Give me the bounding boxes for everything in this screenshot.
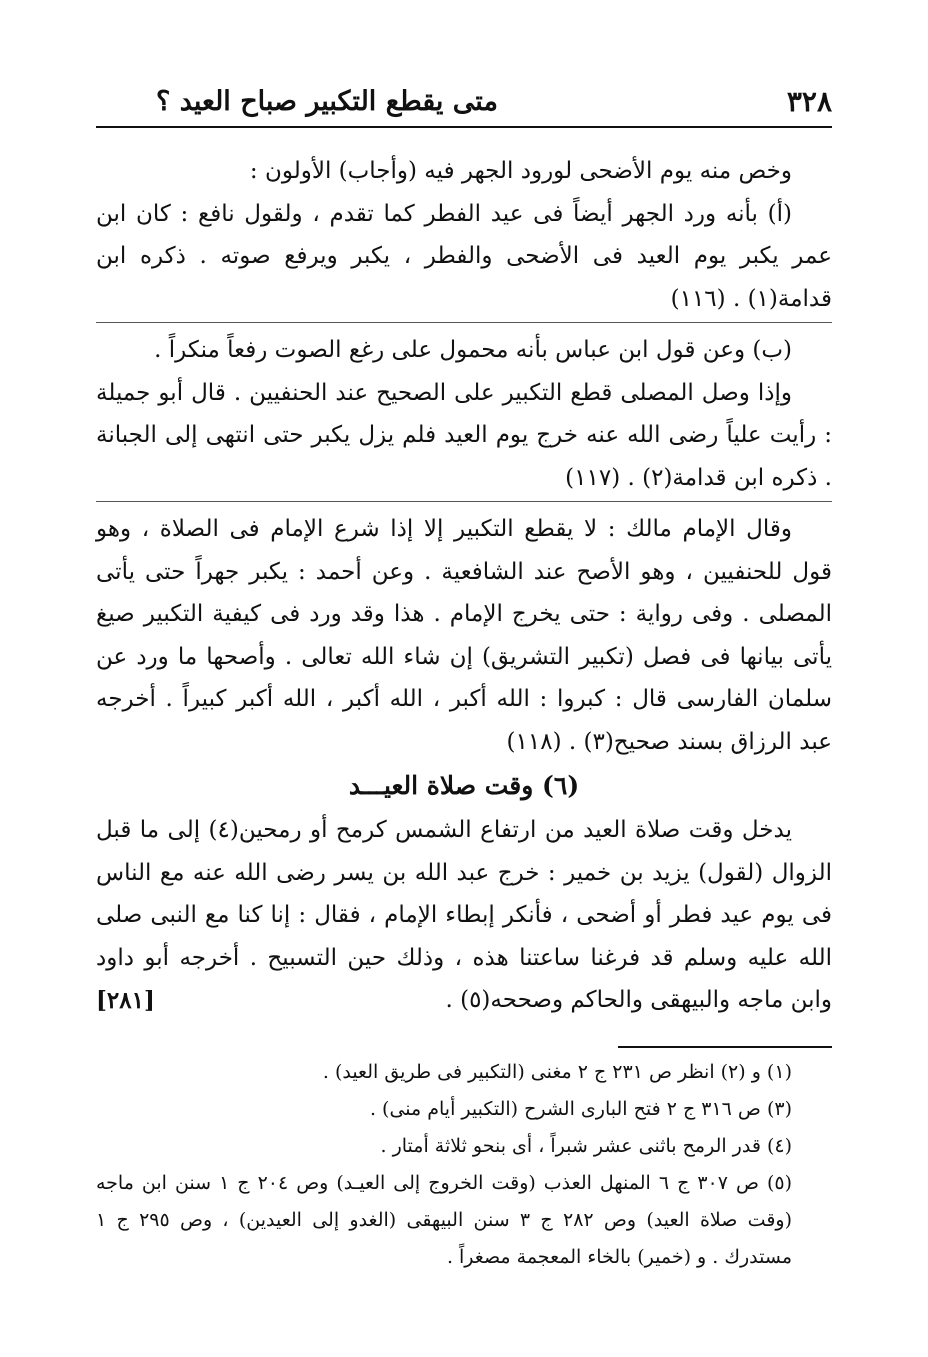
footnotes: [96, 1054, 832, 1276]
footnote-1: (١) و (٢) انظر ص ٢٣١ ج ٢ مغنى (التكبير فى طريق العيد) .: [322, 1061, 792, 1083]
paragraph-divider: [96, 322, 832, 323]
paragraph-4: وإذا وصل المصلى قطع التكبير على الصحيح عند الحنفيين . قال أبو جميلة : رأيت علياً رضى الله عنه خرج يوم العيد فلم يزل يكبر حتى انتهى إلى الجبانة . ذكره ابن قدامة(٢) . (١١٧): [96, 379, 832, 491]
paragraph-1: وخص منه يوم الأضحى لورود الجهر فيه (وأجاب) الأولون :: [249, 158, 792, 184]
paragraph-5: وقال الإمام مالك : لا يقطع التكبير إلا إذا شرع الإمام فى الصلاة ، وهو قول للحنفيين ، وهو الأصح عند الشافعية . وعن أحمد : يكبر جهراً حتى يأتى المصلى . وفى رواية : حتى يخرج الإمام . هذا وقد ورد فى كيفية التكبير صيغ يأتى بيانها فى فصل (تكبير التشريق) إن شاء الله تعالى . وأصحها ما ورد عن سلمان الفارسى قال : كبروا : الله أكبر ، الله أكبر ، الله أكبر كبيراً . أخرجه عبد الرزاق بسند صحيح(٣) . (١١٨): [96, 516, 832, 755]
paragraph-divider: [96, 501, 832, 502]
running-title: متى يقطع التكبير صباح العيد ؟: [156, 85, 498, 117]
footnote-4: (٥) ص ٣٠٧ ج ٦ المنهل العذب (وقت الخروج إلى العيـد) وص ٢٠٤ ج ١ سنن ابن ماجه (وقت صلاة العيد) وص ٢٨٢ ج ٣ سنن البيهقى (الغدو إلى العيدين) ، وص ٢٩٥ ج ١ مستدرك . و (خمير) بالخاء المعجمة مصغراً .: [96, 1172, 793, 1268]
header-rule: [96, 126, 832, 128]
hadith-number: [٢٨١]: [96, 986, 155, 1014]
paragraph-6: يدخل وقت صلاة العيد من ارتفاع الشمس كرمح أو رمحين(٤) إلى ما قبل الزوال (لقول) يزيد بن خمير : خرج عبد الله بن يسر رضى الله عنه مع الناس فى يوم عيد فطر أو أضحى ، فأنكر إبطاء الإمام ، فقال : إنا كنا مع النبى صلى الله عليه وسلم قد فرغنا ساعتنا هذه ، وذلك حين التسبيح . أخرجه أبو داود وابن ماجه والبيهقى والحاكم وصححه(٥) .: [96, 817, 832, 1013]
main-text: [96, 150, 832, 1022]
paragraph-3: (ب) وعن قول ابن عباس بأنه محمول على رغع الصوت رفعاً منكراً .: [154, 337, 792, 363]
page-header: [96, 78, 832, 124]
paragraph-2: (أ) بأنه ورد الجهر أيضاً فى عيد الفطر كما تقدم ، ولقول نافع : كان ابن عمر يكبر يوم العيد فى الأضحى والفطر ، يكبر ويرفع صوته . ذكره ابن قدامة(١) . (١١٦): [96, 200, 832, 312]
footnote-rule: [618, 1046, 832, 1048]
section-heading: (٦) وقت صلاة العيـــد: [348, 771, 580, 800]
page-number: ٣٢٨: [786, 84, 832, 118]
footnote-3: (٤) قدر الرمح باثنى عشر شبراً ، أى بنحو ثلاثة أمتار .: [380, 1135, 792, 1157]
footnote-2: (٣) ص ٣١٦ ج ٢ فتح البارى الشرح (التكبير أيام منى) .: [369, 1098, 792, 1120]
